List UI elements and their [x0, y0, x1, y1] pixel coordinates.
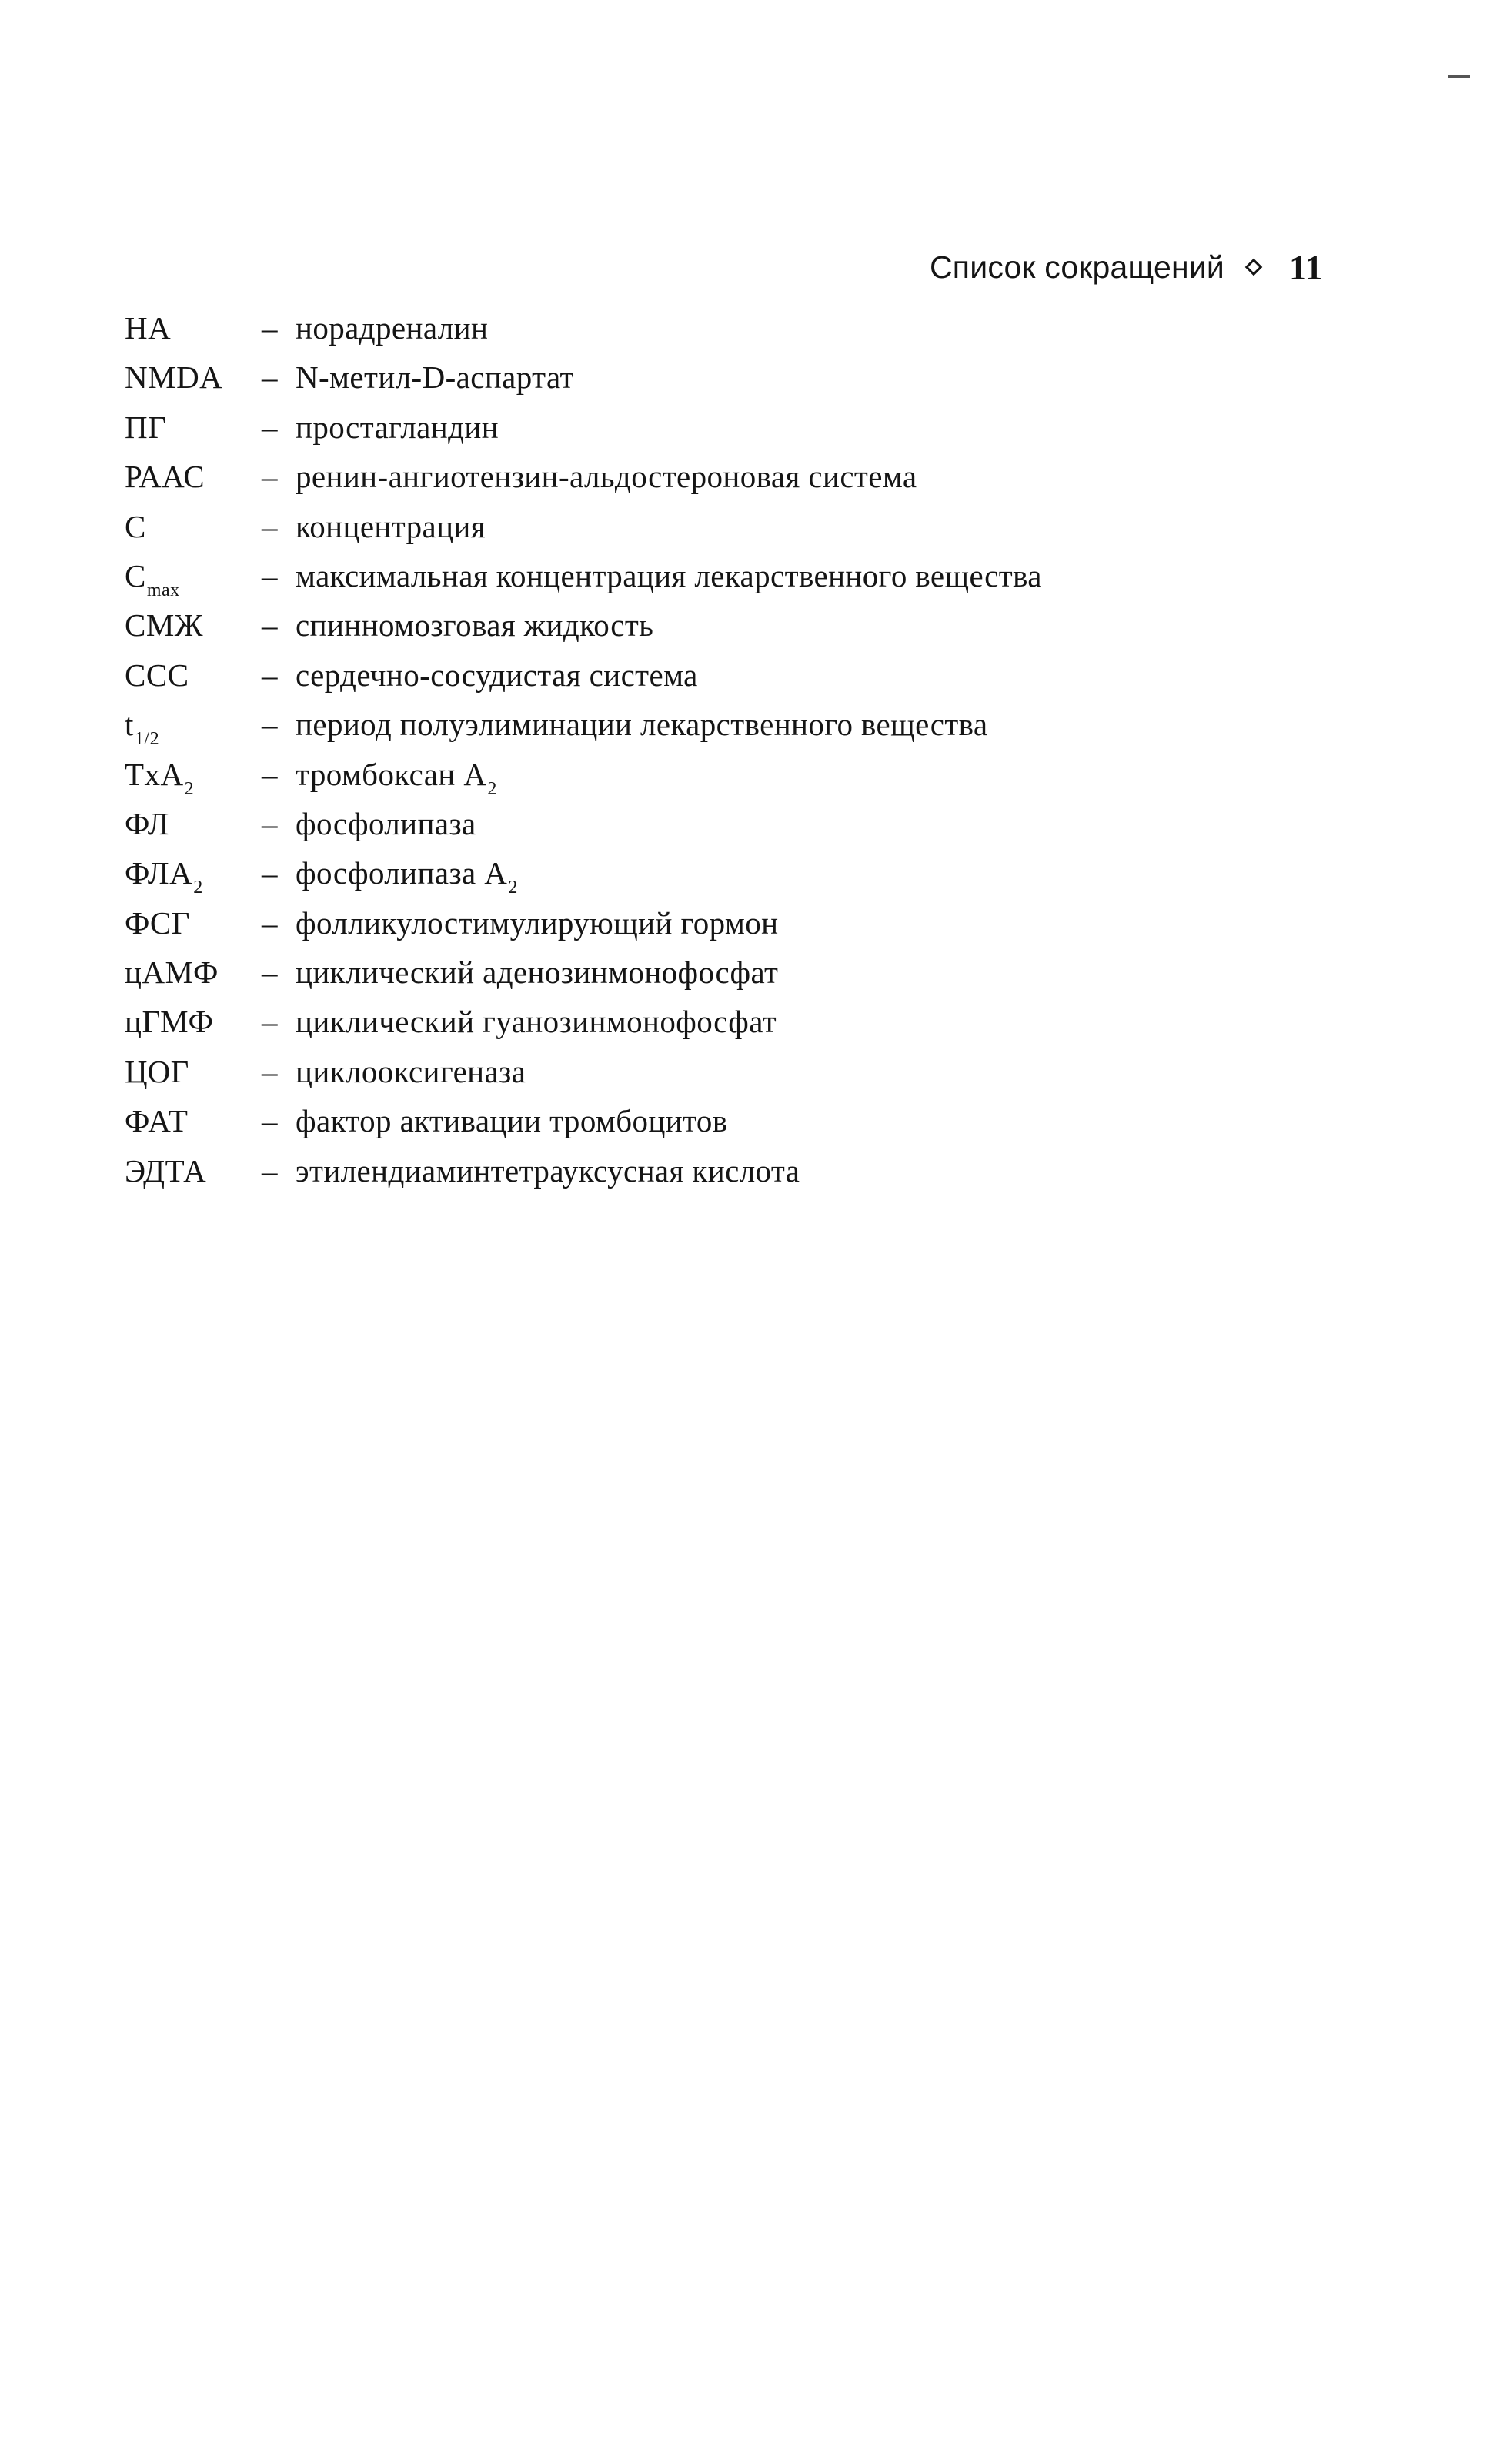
term-text: ФЛ	[125, 805, 170, 841]
abbreviation-list	[125, 303, 1394, 1195]
abbreviation-term	[125, 1047, 262, 1102]
abbreviation-row	[125, 403, 1394, 452]
dash: –	[262, 707, 278, 743]
abbreviation-term	[125, 700, 262, 754]
term-text: цГМФ	[125, 1004, 214, 1040]
definition-text: фактор активации тромбоцитов	[296, 1103, 728, 1139]
abbreviation-term	[125, 353, 262, 407]
definition-text: период полуэлиминации лекарственного вещества	[296, 707, 988, 743]
header-title: Список сокращений	[930, 249, 1225, 285]
definition-text: сердечно-сосудистая система	[296, 657, 698, 693]
term-text: С	[125, 508, 146, 544]
dash: –	[262, 756, 278, 792]
abbreviation-row	[125, 1146, 1394, 1195]
abbreviation-definition	[296, 1096, 729, 1151]
abbreviation-definition	[296, 551, 1043, 606]
definition-text: циклический гуанозинмонофосфат	[296, 1004, 777, 1040]
abbreviation-term	[125, 452, 262, 507]
dash: –	[262, 310, 278, 346]
dash: –	[262, 1004, 278, 1040]
abbreviation-definition	[296, 403, 499, 457]
abbreviation-definition	[296, 750, 497, 804]
abbreviation-row	[125, 502, 1394, 551]
term-subscript: max	[146, 580, 180, 600]
definition-text: концентрация	[296, 508, 486, 544]
dash: –	[262, 904, 278, 941]
term-text: ФЛА	[125, 855, 193, 891]
definition-text: N-метил-D-аспартат	[296, 359, 574, 396]
page-number: 11	[1289, 247, 1323, 287]
abbreviation-term	[125, 650, 262, 705]
dash: –	[262, 1053, 278, 1089]
definition-text: этилендиаминтетрауксусная кислота	[296, 1152, 800, 1189]
term-text: СМЖ	[125, 607, 204, 644]
abbreviation-row	[125, 700, 1394, 749]
abbreviation-definition	[296, 898, 779, 953]
abbreviation-term	[125, 898, 262, 953]
abbreviation-definition	[296, 600, 654, 655]
abbreviation-row	[125, 997, 1394, 1046]
abbreviation-row	[125, 1096, 1394, 1145]
abbreviation-row	[125, 848, 1394, 898]
abbreviation-row	[125, 600, 1394, 650]
abbreviation-row	[125, 353, 1394, 402]
definition-text: фосфолипаза	[296, 805, 476, 841]
abbreviation-term	[125, 997, 262, 1051]
term-text: NMDA	[125, 359, 223, 396]
abbreviation-term	[125, 1096, 262, 1151]
abbreviation-term	[125, 948, 262, 1002]
definition-subscript: 2	[508, 878, 518, 898]
definition-text: тромбоксан A	[296, 756, 487, 792]
term-text: С	[125, 557, 146, 593]
definition-subscript: 2	[487, 778, 497, 799]
abbreviation-term	[125, 1146, 262, 1201]
abbreviation-row	[125, 799, 1394, 848]
dash: –	[262, 657, 278, 693]
definition-text: простагландин	[296, 409, 499, 445]
term-text: ЭДТА	[125, 1152, 207, 1189]
term-subscript: 1/2	[134, 729, 160, 750]
term-subscript: 2	[193, 878, 203, 898]
abbreviation-row	[125, 303, 1394, 353]
dash: –	[262, 955, 278, 991]
abbreviation-definition	[296, 502, 486, 557]
dash: –	[262, 409, 278, 445]
abbreviation-term	[125, 502, 262, 557]
term-text: TxA	[125, 756, 184, 792]
term-text: РААС	[125, 459, 205, 495]
abbreviation-definition	[296, 452, 918, 507]
term-text: НА	[125, 310, 172, 346]
abbreviation-row	[125, 650, 1394, 700]
abbreviation-definition	[296, 948, 779, 1002]
abbreviation-term	[125, 551, 262, 606]
abbreviation-term	[125, 303, 262, 358]
abbreviation-definition	[296, 799, 477, 854]
definition-text: ренин-ангиотензин-альдостероновая система	[296, 459, 917, 495]
dash: –	[262, 459, 278, 495]
abbreviation-row	[125, 551, 1394, 600]
abbreviation-definition	[296, 1146, 800, 1201]
abbreviation-definition	[296, 353, 575, 407]
dash: –	[262, 508, 278, 544]
term-text: цАМФ	[125, 955, 219, 991]
diamond-icon	[1245, 259, 1263, 276]
term-text: ПГ	[125, 409, 167, 445]
abbreviation-term	[125, 848, 262, 903]
dash: –	[262, 359, 278, 396]
definition-text: циклооксигеназа	[296, 1053, 526, 1089]
dash: –	[262, 1152, 278, 1189]
abbreviation-row	[125, 948, 1394, 997]
definition-text: фолликулостимулирующий гормон	[296, 904, 779, 941]
definition-text: максимальная концентрация лекарственного вещества	[296, 557, 1042, 593]
dash: –	[262, 855, 278, 891]
abbreviation-term	[125, 600, 262, 655]
abbreviation-definition	[296, 1047, 526, 1102]
term-text: ЦОГ	[125, 1053, 189, 1089]
abbreviation-row	[125, 1047, 1394, 1096]
dash: –	[262, 557, 278, 593]
abbreviation-term	[125, 799, 262, 854]
abbreviation-term	[125, 403, 262, 457]
abbreviation-row	[125, 452, 1394, 501]
abbreviation-definition	[296, 303, 489, 358]
abbreviation-definition	[296, 997, 777, 1051]
abbreviation-row	[125, 750, 1394, 799]
term-text: ФАТ	[125, 1103, 189, 1139]
page-corner-mark	[1448, 75, 1470, 78]
dash: –	[262, 607, 278, 644]
term-text: t	[125, 707, 134, 743]
definition-text: фосфолипаза A	[296, 855, 508, 891]
running-header	[930, 240, 1361, 294]
definition-text: циклический аденозинмонофосфат	[296, 955, 779, 991]
dash: –	[262, 805, 278, 841]
definition-text: спинномозговая жидкость	[296, 607, 654, 644]
definition-text: норадреналин	[296, 310, 489, 346]
abbreviation-row	[125, 898, 1394, 948]
dash: –	[262, 1103, 278, 1139]
abbreviation-term	[125, 750, 262, 804]
abbreviation-definition	[296, 650, 699, 705]
abbreviation-definition	[296, 848, 518, 903]
term-subscript: 2	[184, 778, 195, 799]
abbreviation-definition	[296, 700, 988, 754]
term-text: ФСГ	[125, 904, 190, 941]
term-text: ССС	[125, 657, 189, 693]
